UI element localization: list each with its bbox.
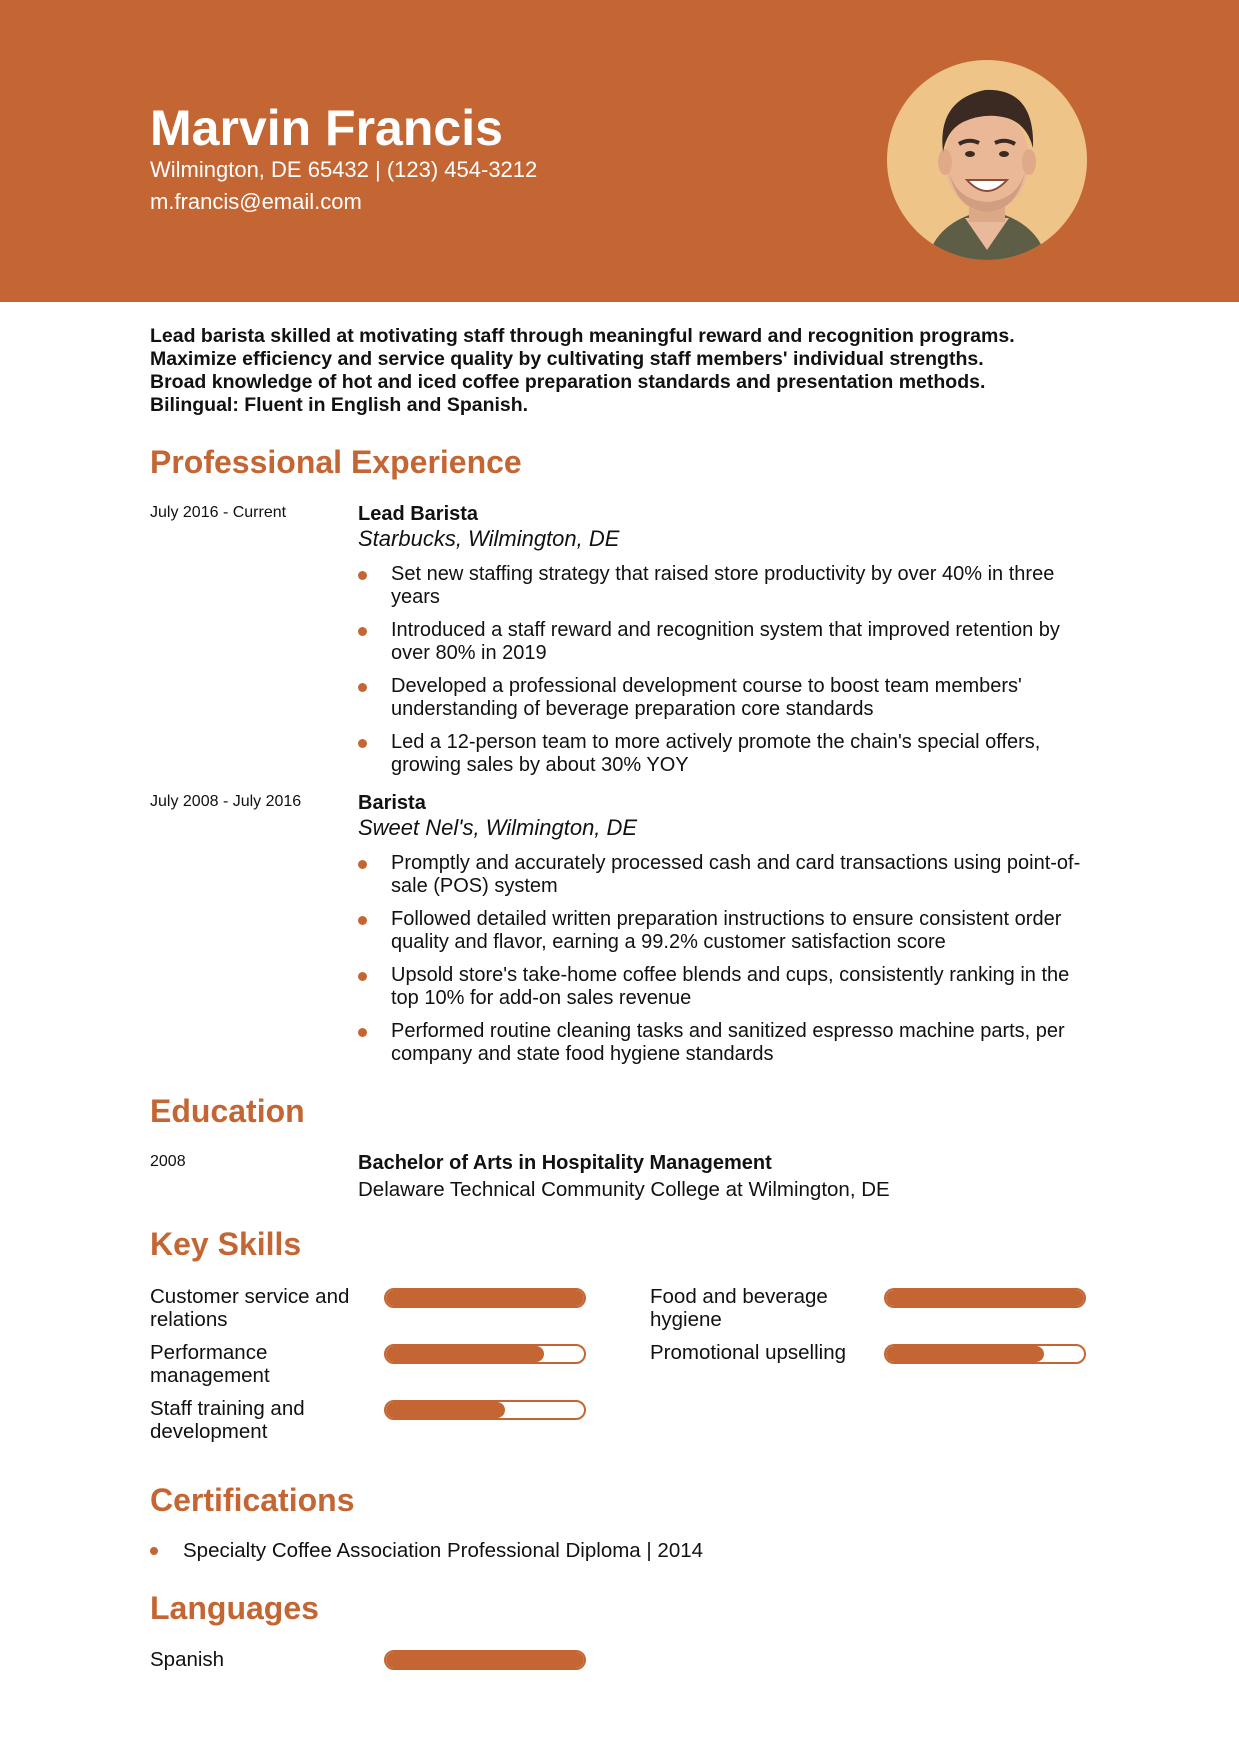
- job-company: Sweet Nel's, Wilmington, DE: [358, 815, 638, 840]
- bullet-icon: [358, 916, 367, 925]
- education-school: Delaware Technical Community College at Wilmington, DE: [358, 1178, 890, 1201]
- summary-line: Maximize efficiency and service quality by cultivating staff members' individual strengths.: [150, 348, 984, 370]
- skill-bar: [384, 1400, 586, 1420]
- skill-bar-fill: [386, 1402, 505, 1418]
- bullet-icon: [358, 1028, 367, 1037]
- education-year: 2008: [150, 1153, 186, 1170]
- list-item: Upsold store's take-home coffee blends and cups, consistently ranking in the top 10% for add-on sales revenue: [358, 964, 1098, 1009]
- summary-line: Broad knowledge of hot and iced coffee preparation standards and presentation methods.: [150, 371, 986, 393]
- certification-text: Specialty Coffee Association Professional Diploma | 2014: [183, 1539, 704, 1562]
- education-degree: Bachelor of Arts in Hospitality Management: [358, 1152, 772, 1174]
- location-phone: Wilmington, DE 65432 | (123) 454-3212: [150, 157, 538, 182]
- education-heading: Education: [150, 1093, 305, 1129]
- experience-heading: Professional Experience: [150, 444, 522, 480]
- bullet-icon: [358, 683, 367, 692]
- list-item: Developed a professional development course to boost team members' understanding of beverage preparation core standards: [358, 675, 1098, 720]
- skill-label: Promotional upselling: [650, 1341, 847, 1364]
- list-item: Promptly and accurately processed cash and card transactions using point-of-sale (POS) system: [358, 852, 1098, 897]
- bullet-icon: [358, 627, 367, 636]
- skills-heading: Key Skills: [150, 1226, 302, 1262]
- list-item: Led a 12-person team to more actively promote the chain's special offers, growing sales by about 30% YOY: [358, 731, 1098, 776]
- bullet-icon: [358, 739, 367, 748]
- skill-bar-fill: [386, 1290, 584, 1306]
- job-title: Lead Barista: [358, 503, 479, 525]
- skill-label: Food and beverage hygiene: [650, 1285, 828, 1331]
- bullet-icon: [358, 571, 367, 580]
- job-company: Starbucks, Wilmington, DE: [358, 526, 620, 551]
- candidate-name: Marvin Francis: [150, 100, 503, 156]
- list-item: Set new staffing strategy that raised store productivity by over 40% in three years: [358, 563, 1098, 608]
- list-item: [150, 1538, 703, 1564]
- language-label: Spanish: [150, 1648, 225, 1671]
- skill-bar-fill: [886, 1346, 1044, 1362]
- summary: [150, 325, 1110, 417]
- summary-line: Lead barista skilled at motivating staff through meaningful reward and recognition programs.: [150, 325, 1015, 347]
- skill-bar: [384, 1288, 586, 1308]
- languages-heading: Languages: [150, 1590, 319, 1626]
- list-item: Performed routine cleaning tasks and sanitized espresso machine parts, per company and state food hygiene standards: [358, 1020, 1098, 1065]
- profile-photo: [887, 60, 1087, 260]
- list-item: Introduced a staff reward and recognition system that improved retention by over 80% in 2019: [358, 619, 1098, 664]
- bullet-icon: [358, 972, 367, 981]
- skill-bar-fill: [386, 1346, 544, 1362]
- job-bullets: [358, 852, 1098, 1076]
- summary-line: Bilingual: Fluent in English and Spanish.: [150, 394, 529, 416]
- job-title: Barista: [358, 792, 426, 814]
- skill-bar-fill: [886, 1290, 1084, 1306]
- job-dates: July 2016 - Current: [150, 504, 287, 521]
- skill-bar: [884, 1344, 1086, 1364]
- email: m.francis@email.com: [150, 189, 362, 214]
- skill-label: Staff training and development: [150, 1397, 305, 1443]
- list-item: Followed detailed written preparation instructions to ensure consistent order quality and flavor, earning a 99.2% customer satisfaction score: [358, 908, 1098, 953]
- skill-label: Customer service and relations: [150, 1285, 350, 1331]
- skill-bar: [884, 1288, 1086, 1308]
- certifications-heading: Certifications: [150, 1482, 355, 1518]
- bullet-icon: [358, 860, 367, 869]
- skill-label: Performance management: [150, 1341, 270, 1387]
- job-bullets: [358, 563, 1098, 787]
- language-bar: [384, 1650, 586, 1670]
- skill-bar: [384, 1344, 586, 1364]
- job-dates: July 2008 - July 2016: [150, 793, 302, 810]
- bullet-icon: [150, 1547, 158, 1555]
- header-banner: [0, 0, 1239, 302]
- language-bar-fill: [386, 1652, 584, 1668]
